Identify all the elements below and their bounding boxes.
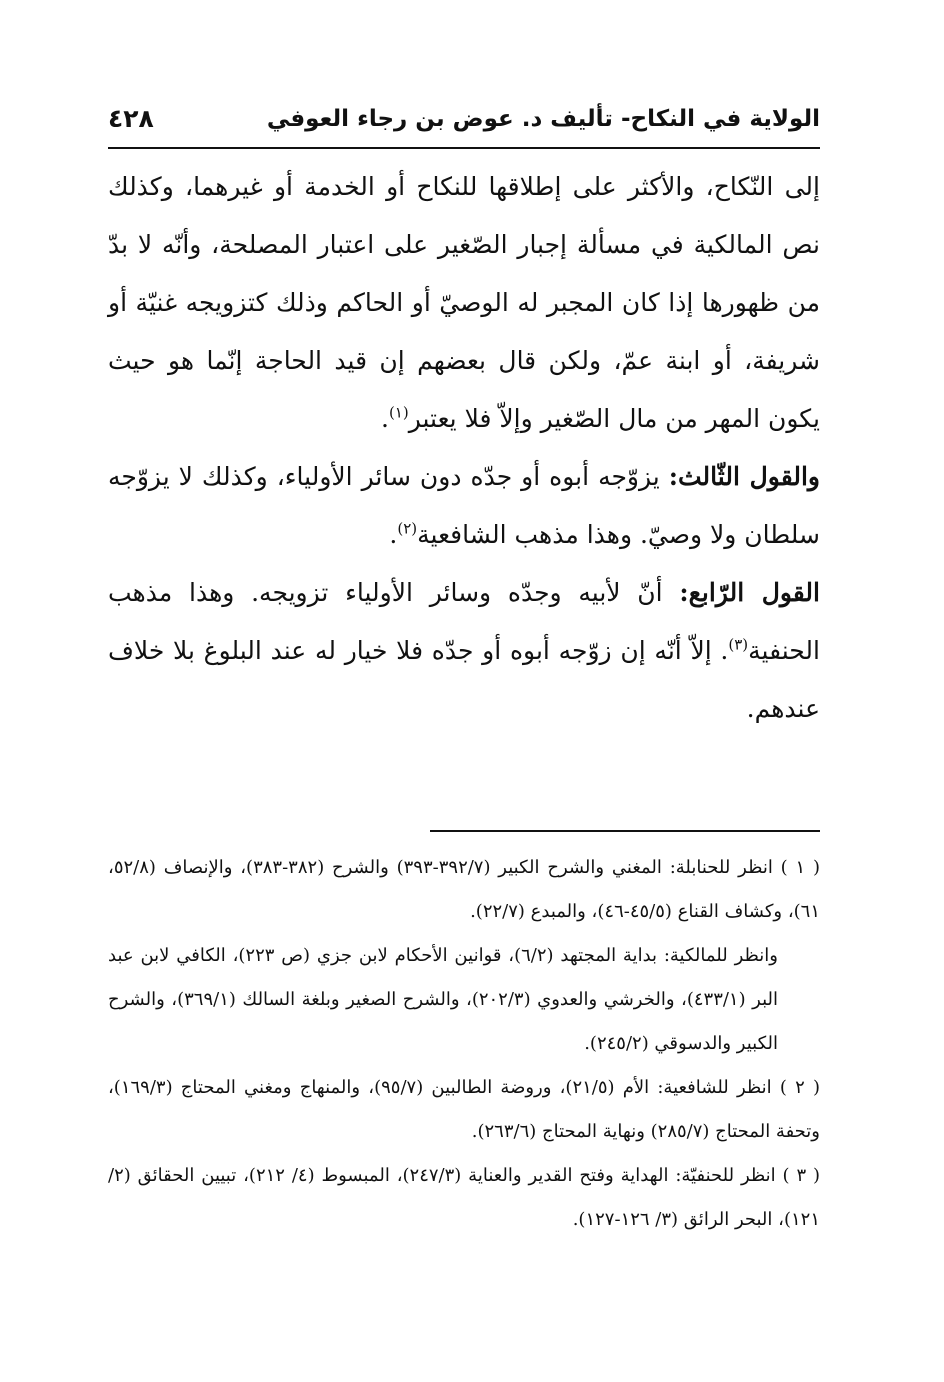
paragraph-3-heading: القول الرّابع: <box>679 578 820 607</box>
footnote-3 <box>108 1154 820 1242</box>
footnote-ref-3: (٣) <box>728 635 749 654</box>
footnote-1-continuation: وانظر للمالكية: بداية المجتهد (٦/٢)، قوانين الأحكام لابن جزي (ص ٢٢٣)، الكافي لابن عبد البر (٤٣٣/١)، والخرشي والعدوي (٢٠٢/٣)، والشرح الصغير وبلغة السالك (٣٦٩/١)، والشرح الكبير والدسوقي (٢٤٥/٢). <box>108 945 778 1054</box>
footnote-1-text: انظر للحنابلة: المغني والشرح الكبير (٣٩٢/٧-٣٩٣) والشرح (٣٨٢-٣٨٣)، والإنصاف (٥٢/٨، ٦١)، وكشاف القناع (٤٥/٥-٤٦)، والمبدع (٢٢/٧). <box>108 857 820 922</box>
footnote-1-number: ( ١ ) <box>780 857 820 878</box>
footnote-ref-1: (١) <box>388 403 409 422</box>
paragraph-2 <box>108 448 820 564</box>
main-text <box>108 158 820 738</box>
paragraph-2-end: . <box>389 520 398 549</box>
footnote-1 <box>108 846 820 934</box>
paragraph-3 <box>108 564 820 738</box>
header-rule <box>108 147 820 149</box>
header-title: الولاية في النكاح- تأليف د. عوض بن رجاء العوفي <box>266 106 820 132</box>
footnote-2 <box>108 1066 820 1154</box>
footnote-3-number: ( ٣ ) <box>782 1165 821 1186</box>
paragraph-1 <box>108 158 820 448</box>
footnote-3-text: انظر للحنفيّة: الهداية وفتح القدير والعناية (٢٤٧/٣)، المبسوط (٤/ ٢١٢)، تبيين الحقائق (٢/ ١٢١)، البحر الرائق (٣/ ١٢٦-١٢٧). <box>108 1165 820 1230</box>
footnote-rule <box>430 830 820 832</box>
paragraph-1-text: إلى النّكاح، والأكثر على إطلاقها للنكاح أو الخدمة أو غيرهما، وكذلك نص المالكية في مسألة إجبار الصّغير على اعتبار المصلحة، وأنّه لا بدّ من ظهورها إذا كان المجبر له الوصيّ أو الحاكم وذلك كتزويجه غنيّة أو شريفة، أو ابنة عمّ، ولكن قال بعضهم إن قيد الحاجة إنّما هو حيث يكون المهر من مال الصّغير وإلاّ فلا يعتبر <box>108 172 820 433</box>
paragraph-3-text-a: أنّ لأبيه وجدّه وسائر الأولياء تزويجه. وهذا مذهب الحنفية <box>108 578 820 665</box>
running-header <box>108 102 820 142</box>
paragraph-1-end: . <box>380 404 389 433</box>
page-number: ٤٢٨ <box>108 104 154 133</box>
footnote-2-text: انظر للشافعية: الأم (٢١/٥)، وروضة الطالبين (٩٥/٧)، والمنهاج ومغني المحتاج (١٦٩/٣)، وتحفة المحتاج (٢٨٥/٧) ونهاية المحتاج (٢٦٣/٦). <box>108 1077 820 1142</box>
footnotes <box>108 846 820 1242</box>
paragraph-2-heading: والقول الثّالث: <box>668 462 820 491</box>
paragraph-2-text: يزوّجه أبوه أو جدّه دون سائر الأولياء، وكذلك لا يزوّجه سلطان ولا وصيّ. وهذا مذهب الشافعية <box>108 462 820 549</box>
paragraph-3-text-b: . إلاّ أنّه إن زوّجه أبوه أو جدّه فلا خيار له عند البلوغ بلا خلاف عندهم. <box>108 636 820 723</box>
footnote-ref-2: (٢) <box>397 519 418 538</box>
footnote-2-number: ( ٢ ) <box>779 1077 820 1098</box>
